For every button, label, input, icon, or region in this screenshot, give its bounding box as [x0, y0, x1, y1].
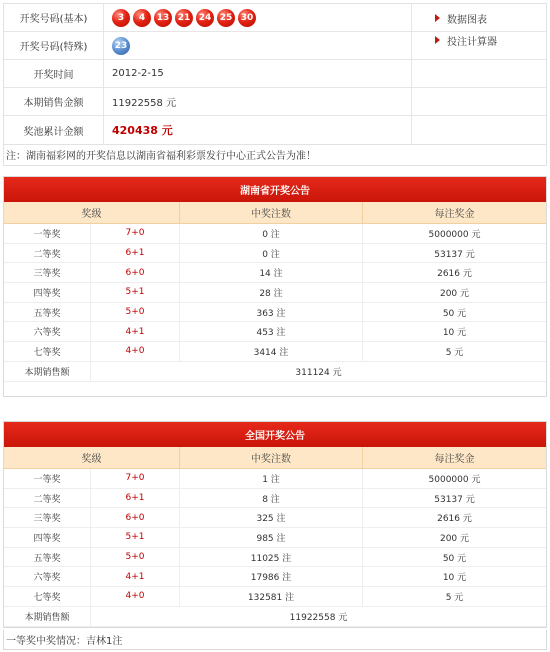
table-header — [4, 202, 546, 224]
match-rule: 5+1 — [91, 528, 180, 547]
header-count: 中奖注数 — [180, 202, 363, 223]
table-row — [4, 508, 546, 528]
prize-amount: 53137 元 — [434, 249, 475, 260]
sales-label: 本期销售金额 — [4, 88, 104, 115]
first-prize-summary: 一等奖中奖情况：吉林1注 — [3, 630, 547, 650]
sales-total-row — [4, 607, 546, 627]
winner-count: 14 注 — [180, 263, 363, 282]
prize-amount: 53137 元 — [434, 494, 475, 505]
winner-count: 17986 注 — [180, 567, 363, 586]
blue-ball: 23 — [112, 37, 130, 55]
side-links — [435, 8, 497, 52]
sales-total-label: 本期销售额 — [4, 362, 91, 381]
header-level: 奖级 — [4, 447, 180, 468]
prize-level: 二等奖 — [4, 244, 91, 263]
prize-amount: 200 元 — [439, 533, 470, 544]
prize-level: 六等奖 — [4, 322, 91, 341]
header-count: 中奖注数 — [180, 447, 363, 468]
prize-level: 一等奖 — [4, 469, 91, 488]
prize-level: 四等奖 — [4, 528, 91, 547]
table-row — [4, 224, 546, 244]
prize-level: 一等奖 — [4, 224, 91, 243]
bet-calculator-link-label: 投注计算器 — [447, 36, 497, 48]
prize-level: 七等奖 — [4, 587, 91, 606]
red-ball: 25 — [217, 9, 235, 27]
winner-count: 8 注 — [180, 489, 363, 508]
winner-count: 3414 注 — [180, 342, 363, 361]
match-rule: 7+0 — [91, 224, 180, 243]
prize-amount: 50 元 — [442, 308, 467, 319]
draw-date-value: 2012-2-15 — [104, 60, 412, 87]
winner-count: 132581 注 — [180, 587, 363, 606]
match-rule: 4+0 — [91, 587, 180, 606]
match-rule: 4+1 — [91, 567, 180, 586]
sales-value: 11922558 元 — [104, 88, 412, 115]
winner-count: 11025 注 — [180, 548, 363, 567]
red-ball: 21 — [175, 9, 193, 27]
jackpot-value: 420438 元 — [112, 124, 173, 137]
prize-amount: 50 元 — [442, 553, 467, 564]
table-header — [4, 447, 546, 469]
winner-count: 0 注 — [180, 224, 363, 243]
prize-level: 六等奖 — [4, 567, 91, 586]
red-ball: 4 — [133, 9, 151, 27]
prize-amount: 5000000 元 — [428, 474, 481, 485]
prize-amount: 200 元 — [439, 288, 470, 299]
sales-row — [4, 88, 546, 116]
winner-count: 28 注 — [180, 283, 363, 302]
prize-amount: 2616 元 — [437, 269, 472, 280]
panel-title: 湖南省开奖公告 — [4, 177, 546, 202]
table-row — [4, 489, 546, 509]
match-rule: 5+1 — [91, 283, 180, 302]
match-rule: 4+1 — [91, 322, 180, 341]
match-rule: 5+0 — [91, 303, 180, 322]
table-row — [4, 263, 546, 283]
match-rule: 6+0 — [91, 508, 180, 527]
match-rule: 4+0 — [91, 342, 180, 361]
table-row — [4, 469, 546, 489]
winner-count: 453 注 — [180, 322, 363, 341]
triangle-arrow-icon — [435, 36, 440, 44]
table-row — [4, 322, 546, 342]
match-rule: 7+0 — [91, 469, 180, 488]
prize-amount: 10 元 — [442, 573, 467, 584]
table-row — [4, 303, 546, 323]
winner-count: 0 注 — [180, 244, 363, 263]
prize-level: 五等奖 — [4, 303, 91, 322]
panel-title: 全国开奖公告 — [4, 422, 546, 447]
match-rule: 5+0 — [91, 548, 180, 567]
sales-total-row — [4, 362, 546, 382]
jackpot-label: 奖池累计金额 — [4, 116, 104, 144]
match-rule: 6+1 — [91, 489, 180, 508]
prize-amount: 2616 元 — [437, 514, 472, 525]
table-row — [4, 342, 546, 362]
sales-total-label: 本期销售额 — [4, 607, 91, 626]
national-results-panel — [3, 421, 547, 628]
red-ball: 13 — [154, 9, 172, 27]
prize-level: 四等奖 — [4, 283, 91, 302]
winner-count: 1 注 — [180, 469, 363, 488]
disclaimer-note: 注：湖南福彩网的开奖信息以湖南省福利彩票发行中心正式公告为准！ — [3, 144, 547, 166]
prize-level: 七等奖 — [4, 342, 91, 361]
table-row — [4, 528, 546, 548]
prize-amount: 5 元 — [445, 592, 464, 603]
triangle-arrow-icon — [435, 14, 440, 22]
red-ball: 24 — [196, 9, 214, 27]
prize-amount: 5 元 — [445, 347, 464, 358]
basic-balls — [104, 4, 412, 31]
sales-total-value: 311124 元 — [295, 367, 342, 378]
basic-numbers-label: 开奖号码(基本) — [4, 4, 104, 31]
data-chart-link[interactable] — [435, 8, 497, 28]
special-number-label: 开奖号码(特殊) — [4, 32, 104, 59]
table-row — [4, 567, 546, 587]
prize-level: 五等奖 — [4, 548, 91, 567]
winner-count: 325 注 — [180, 508, 363, 527]
prize-amount: 10 元 — [442, 328, 467, 339]
table-row — [4, 548, 546, 568]
winner-count: 985 注 — [180, 528, 363, 547]
header-prize: 每注奖金 — [434, 209, 475, 220]
red-ball: 30 — [238, 9, 256, 27]
prize-amount: 5000000 元 — [428, 229, 481, 240]
prize-level: 三等奖 — [4, 508, 91, 527]
table-row — [4, 587, 546, 607]
match-rule: 6+0 — [91, 263, 180, 282]
sales-total-value: 11922558 元 — [289, 612, 348, 623]
bet-calculator-link[interactable] — [435, 30, 497, 50]
match-rule: 6+1 — [91, 244, 180, 263]
header-prize: 每注奖金 — [434, 454, 475, 465]
special-balls — [104, 32, 412, 59]
prize-level: 三等奖 — [4, 263, 91, 282]
table-row — [4, 283, 546, 303]
provincial-results-panel — [3, 176, 547, 397]
draw-date-row — [4, 60, 546, 88]
red-ball: 3 — [112, 9, 130, 27]
jackpot-row — [4, 116, 546, 144]
header-level: 奖级 — [4, 202, 180, 223]
draw-date-label: 开奖时间 — [4, 60, 104, 87]
prize-level: 二等奖 — [4, 489, 91, 508]
table-row — [4, 244, 546, 264]
winner-count: 363 注 — [180, 303, 363, 322]
data-chart-link-label: 数据图表 — [447, 14, 487, 26]
